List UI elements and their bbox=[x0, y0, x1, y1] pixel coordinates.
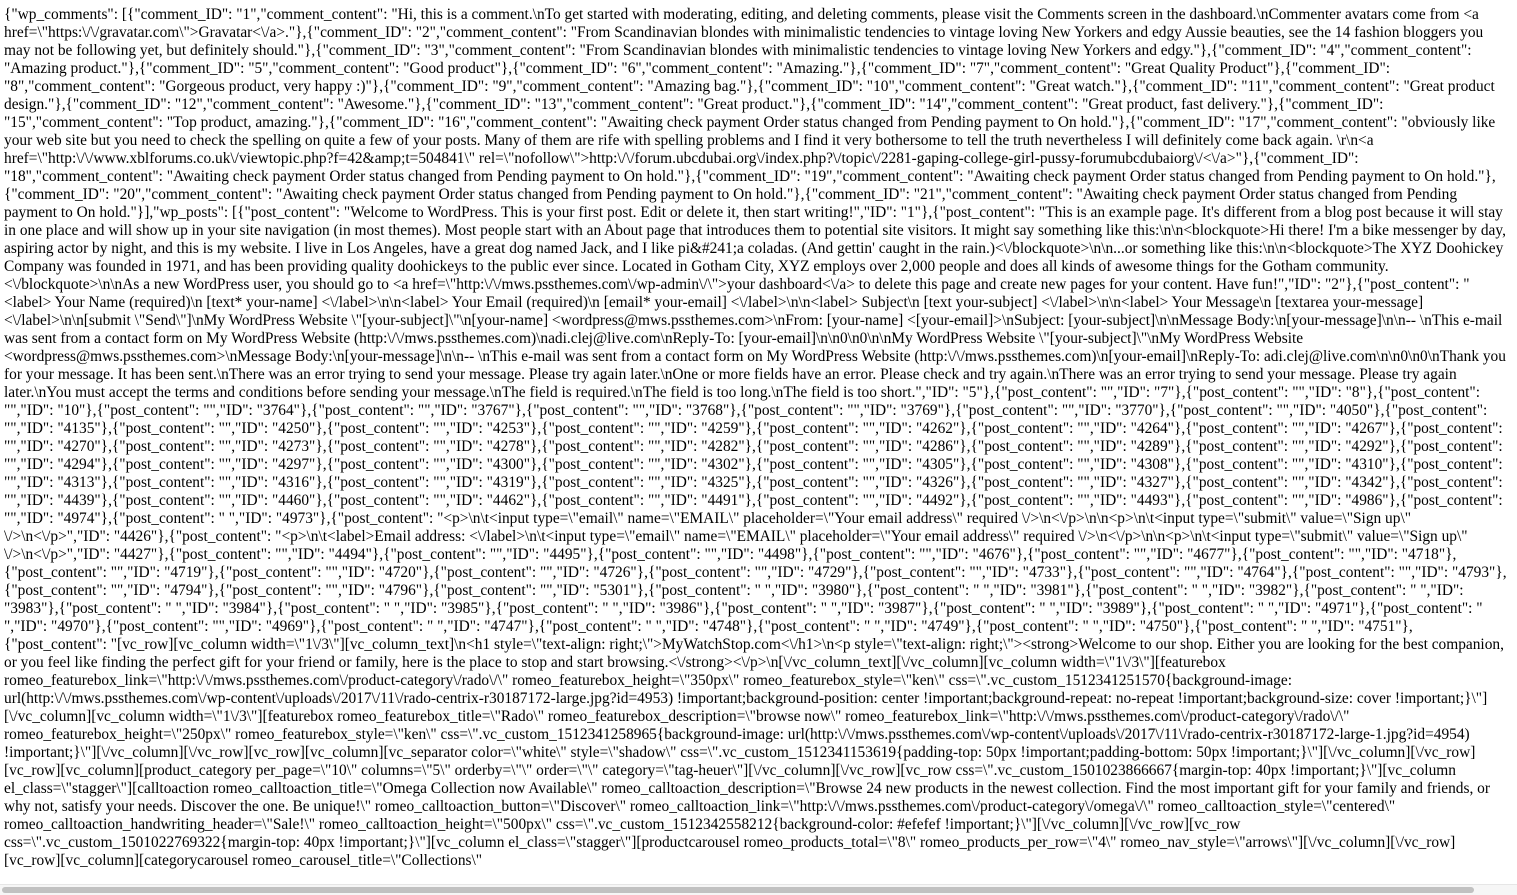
horizontal-scrollbar-thumb[interactable] bbox=[2, 887, 1474, 893]
raw-json-text: {"wp_comments": [{"comment_ID": "1","comment_content": "Hi, this is a comment.\nTo get started with moderating, editing, and deleting comments, please visit the Comments screen in the dashboard.\nCommenter avatars come from <a href=\"https:\/\/gravatar.com\">Gravatar<\/a>."},{"comment_ID": "2","comment_content": "From Scandinavian blondes with minimalistic tendencies to vintage loving New Yorkers and edgy Aussie beauties, see the 14 fashion bloggers you may not be following yet, but definitely should."},{"comment_ID": "3","comment_content": "From Scandinavian blondes with minimalistic tendencies to vintage loving New Yorkers and edgy."},{"comment_ID": "4","comment_content": "Amazing product."},{"comment_ID": "5","comment_content": "Good product"},{"comment_ID": "6","comment_content": "Amazing."},{"comment_ID": "7","comment_content": "Great Quality Product"},{"comment_ID": "8","comment_content": "Gorgeous product, very happy :)"},{"comment_ID": "9","comment_content": "Amazing bag."},{"comment_ID": "10","comment_content": "Great watch."},{"comment_ID": "11","comment_content": "Great product design."},{"comment_ID": "12","comment_content": "Awesome."},{"comment_ID": "13","comment_content": "Great product."},{"comment_ID": "14","comment_content": "Great product, fast delivery."},{"comment_ID": "15","comment_content": "Top product, amazing."},{"comment_ID": "16","comment_content": "Awaiting check payment Order status changed from Pending payment to On hold."},{"comment_ID": "17","comment_content": "obviously like your web site but you need to check the spelling on quite a few of your posts. Many of them are rife with spelling problems and I find it very bothersome to tell the truth nevertheless I will definitely come back again. \r\n<a href=\"http:\/\/www.xblforums.co.uk\/viewtopic.php?f=42&amp;t=504841\" rel=\"nofollow\">http:\/\/forum.ubcdubai.org\/index.php?\/topic\/2281-gaping-college-girl-pussy-forumubcdubaiorg\/<\/a>"},{"comment_ID": "18","comment_content": "Awaiting check payment Order status changed from Pending payment to On hold."},{"comment_ID": "19","comment_content": "Awaiting check payment Order status changed from Pending payment to On hold."},{"comment_ID": "20","comment_content": "Awaiting check payment Order status changed from Pending payment to On hold."},{"comment_ID": "21","comment_content": "Awaiting check payment Order status changed from Pending payment to On hold."}],"wp_posts": [{"post_content": "Welcome to WordPress. This is your first post. Edit or delete it, then start writing!","ID": "1"},{"post_content": "This is an example page. It's different from a blog post because it will stay in one place and will show up in your site navigation (in most themes). Most people start with an About page that introduces them to potential site visitors. It might say something like this:\n\n<blockquote>Hi there! I'm a bike messenger by day, aspiring actor by night, and this is my website. I live in Los Angeles, have a great dog named Jack, and I like pi&#241;a coladas. (And gettin' caught in the rain.)<\/blockquote>\n\n...or something like this:\n\n<blockquote>The XYZ Doohickey Company was founded in 1971, and has been providing quality doohickeys to the public ever since. Located in Gotham City, XYZ employs over 2,000 people and does all kinds of awesome things for the Gotham community.<\/blockquote>\n\nAs a new WordPress user, you should go to <a href=\"http:\/\/mws.pssthemes.com\/wp-admin\/\">your dashboard<\/a> to delete this page and create new pages for your content. Have fun!","ID": "2"},{"post_content": "<label> Your Name (required)\n [text* your-name] <\/label>\n\n<label> Your Email (required)\n [email* your-email] <\/label>\n\n<label> Subject\n [text your-subject] <\/label>\n\n<label> Your Message\n [textarea your-message] <\/label>\n\n[submit \"Send\"]\nMy WordPress Website \"[your-subject]\"\n[your-name] <wordpress@mws.pssthemes.com>\nFrom: [your-name] <[your-email]>\nSubject: [your-subject]\n\nMessage Body:\n[your-message]\n\n-- \nThis e-mail was sent from a contact form on My WordPress Website (http:\/\/mws.pssthemes.com)\nadi.clej@live.com\nReply-To: [your-email]\n\n0\n0\n\nMy WordPress Website \"[your-subject]\"\nMy WordPress Website <wordpress@mws.pssthemes.com>\nMessage Body:\n[your-message]\n\n-- \nThis e-mail was sent from a contact form on My WordPress Website (http:\/\/mws.pssthemes.com)\n[your-email]\nReply-To: adi.clej@live.com\n\n0\n0\nThank you for your message. It has been sent.\nThere was an error trying to send your message. Please try again later.\nOne or more fields have an error. Please check and try again.\nThere was an error trying to send your message. Please try again later.\nYou must accept the terms and conditions before sending your message.\nThe field is required.\nThe field is too long.\nThe field is too short.","ID": "5"},{"post_content": "","ID": "7"},{"post_content": "","ID": "8"},{"post_content": "","ID": "10"},{"post_content": "","ID": "3764"},{"post_content": "","ID": "3767"},{"post_content": "","ID": "3768"},{"post_content": "","ID": "3769"},{"post_content": "","ID": "3770"},{"post_content": "","ID": "4050"},{"post_content": "","ID": "4135"},{"post_content": "","ID": "4250"},{"post_content": "","ID": "4253"},{"post_content": "","ID": "4259"},{"post_content": "","ID": "4262"},{"post_content": "","ID": "4264"},{"post_content": "","ID": "4267"},{"post_content": "","ID": "4270"},{"post_content": "","ID": "4273"},{"post_content": "","ID": "4278"},{"post_content": "","ID": "4282"},{"post_content": "","ID": "4286"},{"post_content": "","ID": "4289"},{"post_content": "","ID": "4292"},{"post_content": "","ID": "4294"},{"post_content": "","ID": "4297"},{"post_content": "","ID": "4300"},{"post_content": "","ID": "4302"},{"post_content": "","ID": "4305"},{"post_content": "","ID": "4308"},{"post_content": "","ID": "4310"},{"post_content": "","ID": "4313"},{"post_content": "","ID": "4316"},{"post_content": "","ID": "4319"},{"post_content": "","ID": "4325"},{"post_content": "","ID": "4326"},{"post_content": "","ID": "4327"},{"post_content": "","ID": "4342"},{"post_content": "","ID": "4439"},{"post_content": "","ID": "4460"},{"post_content": "","ID": "4462"},{"post_content": "","ID": "4491"},{"post_content": "","ID": "4492"},{"post_content": "","ID": "4493"},{"post_content": "","ID": "4986"},{"post_content": "","ID": "4974"},{"post_content": " ","ID": "4973"},{"post_content": "<p>\n\t<input type=\"email\" name=\"EMAIL\" placeholder=\"Your email address\" required \/>\n<\/p>\n\n<p>\n\t<input type=\"submit\" value=\"Sign up\" \/>\n<\/p>","ID": "4426"},{"post_content": "<p>\n\t<label>Email address: <\/label>\n\t<input type=\"email\" name=\"EMAIL\" placeholder=\"Your email address\" required \/>\n<\/p>\n\n<p>\n\t<input type=\"submit\" value=\"Sign up\" \/>\n<\/p>","ID": "4427"},{"post_content": "","ID": "4494"},{"post_content": "","ID": "4495"},{"post_content": "","ID": "4498"},{"post_content": "","ID": "4676"},{"post_content": "","ID": "4677"},{"post_content": "","ID": "4718"},{"post_content": "","ID": "4719"},{"post_content": "","ID": "4720"},{"post_content": "","ID": "4726"},{"post_content": "","ID": "4729"},{"post_content": "","ID": "4733"},{"post_content": "","ID": "4764"},{"post_content": "","ID": "4793"},{"post_content": "","ID": "4794"},{"post_content": "","ID": "4796"},{"post_content": "","ID": "5301"},{"post_content": " ","ID": "3980"},{"post_content": " ","ID": "3981"},{"post_content": " ","ID": "3982"},{"post_content": " ","ID": "3983"},{"post_content": " ","ID": "3984"},{"post_content": " ","ID": "3985"},{"post_content": " ","ID": "3986"},{"post_content": " ","ID": "3987"},{"post_content": " ","ID": "3989"},{"post_content": " ","ID": "4971"},{"post_content": " ","ID": "4970"},{"post_content": "","ID": "4969"},{"post_content": " ","ID": "4747"},{"post_content": " ","ID": "4748"},{"post_content": " ","ID": "4749"},{"post_content": " ","ID": "4750"},{"post_content": " ","ID": "4751"},{"post_content": "[vc_row][vc_column width=\"1\/3\"][vc_column_text]\n<h1 style=\"text-align: right;\">MyWatchStop.com<\/h1>\n<p style=\"text-align: right;\"><strong>Welcome to our shop. Either you are looking for the best companion, or you feel like finding the perfect gift for your friend or family, here is the place to stop and start browsing.<\/strong><\/p>\n[\/vc_column_text][\/vc_column][vc_column width=\"1\/3\"][featurebox romeo_featurebox_link=\"http:\/\/mws.pssthemes.com\/product-category\/rado\/\" romeo_featurebox_height=\"350px\" romeo_featurebox_style=\"ken\" css=\".vc_custom_1512341251570{background-image: url(http:\/\/mws.pssthemes.com\/wp-content\/uploads\/2017\/11\/rado-centrix-r30187172-large.jpg?id=4953) !important;background-position: center !important;background-repeat: no-repeat !important;background-size: cover !important;}\"][\/vc_column][vc_column width=\"1\/3\"][featurebox romeo_featurebox_title=\"Rado\" romeo_featurebox_description=\"browse now\" romeo_featurebox_link=\"http:\/\/mws.pssthemes.com\/product-category\/rado\/\" romeo_featurebox_height=\"250px\" romeo_featurebox_style=\"ken\" css=\".vc_custom_1512341258965{background-image: url(http:\/\/mws.pssthemes.com\/wp-content\/uploads\/2017\/11\/rado-centrix-r30187172-large-1.jpg?id=4954) !important;}\"][\/vc_column][\/vc_row][vc_row][vc_column][vc_separator color=\"white\" style=\"shadow\" css=\".vc_custom_1512341153619{padding-top: 50px !important;padding-bottom: 50px !important;}\"][\/vc_column][\/vc_row][vc_row][vc_column][product_category per_page=\"10\" columns=\"5\" orderby=\"\" order=\"\" category=\"tag-heuer\"][\/vc_column][\/vc_row][vc_row css=\".vc_custom_1501023866667{margin-top: 40px !important;}\"][vc_column el_class=\"stagger\"][calltoaction romeo_calltoaction_title=\"Omega Collection now Available\" romeo_calltoaction_description=\"Browse 24 new products in the newest collection. Find the most important gift for your family and friends, or why not, satisfy your needs. Discover the one. Be unique!\" romeo_calltoaction_button=\"Discover\" romeo_calltoaction_link=\"http:\/\/mws.pssthemes.com\/product-category\/omega\/\" romeo_calltoaction_style=\"centered\" romeo_calltoaction_handwriting_header=\"Sale!\" romeo_calltoaction_height=\"500px\" css=\".vc_custom_1512342558212{background-color: #efefef !important;}\"][\/vc_column][\/vc_row][vc_row css=\".vc_custom_1501022769322{margin-top: 40px !important;}\"][vc_column el_class=\"stagger\"][productcarousel romeo_products_total=\"8\" romeo_products_per_row=\"4\" romeo_nav_style=\"arrows\"][\/vc_column][\/vc_row][vc_row][vc_column][categorycarousel romeo_carousel_title=\"Collections\" bbox=[4, 6, 1507, 869]
horizontal-scrollbar[interactable] bbox=[0, 884, 1517, 895]
vertical-scrollbar-track bbox=[1513, 0, 1517, 884]
